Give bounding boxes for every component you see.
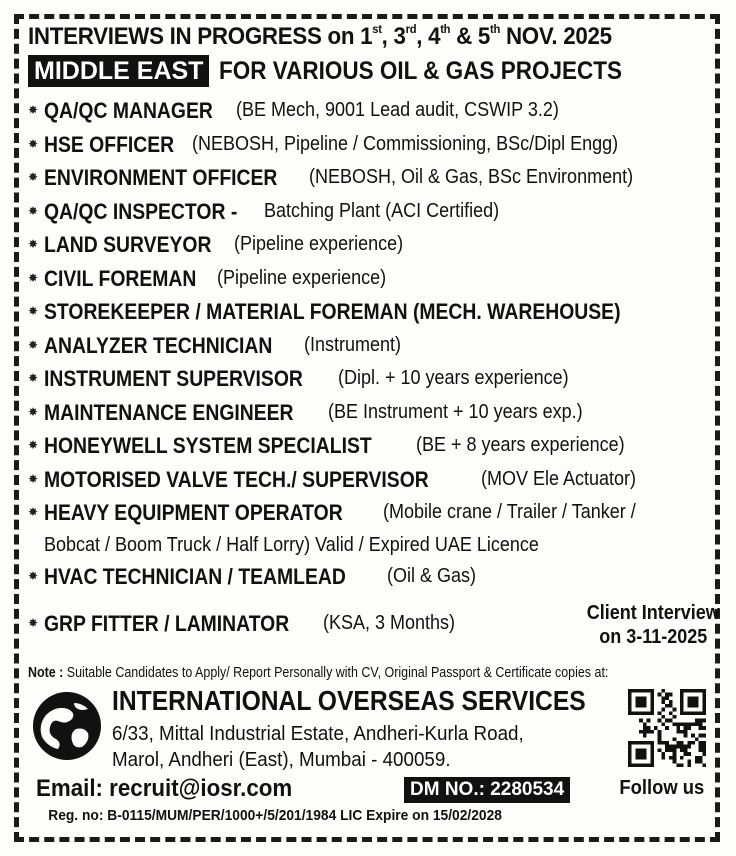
job-title: MOTORISED VALVE TECH./ SUPERVISOR: [44, 466, 429, 492]
job-detail: (Pipeline experience): [234, 233, 404, 255]
follow-us-label: Follow us: [619, 777, 704, 799]
bullet-icon: ✸: [28, 203, 39, 218]
note-label: Note :: [28, 665, 64, 681]
job-title: CIVIL FOREMAN: [44, 265, 197, 291]
note-text: Suitable Candidates to Apply/ Report Personally with CV, Original Passport & Certificate copies at:: [63, 665, 609, 681]
job-detail: Batching Plant (ACI Certified): [263, 199, 499, 222]
headline-part: & 5: [450, 23, 491, 50]
headline: [28, 22, 664, 52]
list-item: [28, 362, 712, 396]
bullet-icon: ✸: [28, 371, 39, 385]
bullet-icon: ✸: [28, 404, 39, 419]
bullet-icon: ✸: [28, 471, 39, 486]
region-badge: MIDDLE EAST: [28, 55, 209, 87]
qr-code-icon: [628, 689, 706, 767]
ordinal-sup: th: [440, 22, 451, 36]
list-item: [28, 228, 712, 262]
job-detail: (Dipl. + 10 years experience): [338, 367, 569, 389]
company-name: INTERNATIONAL OVERSEAS SERVICES: [112, 685, 586, 716]
bullet-icon: ✸: [28, 438, 39, 452]
company-address-line2: Marol, Andheri (East), Mumbai - 400059.: [112, 749, 451, 771]
headline-suffix: NOV. 2025: [500, 23, 612, 50]
job-detail: (MOV Ele Actuator): [481, 467, 637, 490]
bullet-icon: ✸: [28, 568, 39, 583]
ordinal-sup: st: [372, 22, 382, 36]
company-address-line1: 6/33, Mittal Industrial Estate, Andheri-Kurla Road,: [112, 723, 524, 745]
list-item: [28, 429, 712, 463]
job-title: INSTRUMENT SUPERVISOR: [44, 366, 303, 391]
bullet-icon: ✸: [28, 616, 39, 630]
bullet-icon: ✸: [28, 505, 39, 519]
bullet-icon: ✸: [28, 237, 39, 251]
job-detail-continuation: Bobcat / Boom Truck / Half Lorry) Valid / Expired UAE Licence: [44, 533, 539, 556]
client-interview-date: on 3-11-2025: [599, 626, 708, 648]
headline-part: , 3: [381, 23, 406, 50]
list-item: [28, 195, 712, 229]
client-interview: [587, 601, 720, 649]
bullet-icon: ✸: [28, 270, 39, 285]
email-address[interactable]: Email: recruit@iosr.com: [36, 775, 293, 802]
job-title: GRP FITTER / LAMINATOR: [44, 611, 290, 636]
bullet-icon: ✸: [28, 304, 39, 318]
job-detail: (Instrument): [303, 333, 401, 356]
list-item: [28, 161, 712, 195]
job-title: HEAVY EQUIPMENT OPERATOR: [44, 500, 343, 525]
client-interview-line1: Client Interview: [586, 602, 720, 624]
list-item: [28, 463, 712, 497]
job-title: QA/QC MANAGER: [44, 98, 213, 123]
company-block: [28, 685, 712, 775]
registration-number: Reg. no: B-0115/MUM/PER/1000+/5/201/1984 LIC Expire on 15/02/2028: [48, 807, 502, 824]
job-detail: (BE Instrument + 10 years exp.): [327, 400, 583, 423]
job-title: HONEYWELL SYSTEM SPECIALIST: [44, 433, 372, 458]
contact-row: [28, 775, 712, 805]
list-item: [28, 396, 712, 430]
job-title: STOREKEEPER / MATERIAL FOREMAN (MECH. WAREHOUSE): [44, 299, 621, 324]
region-row: [28, 54, 712, 88]
headline-prefix: INTERVIEWS IN PROGRESS on 1: [28, 23, 373, 50]
bullet-icon: ✸: [28, 170, 39, 184]
job-title: LAND SURVEYOR: [44, 232, 212, 257]
job-detail: (Oil & Gas): [387, 564, 477, 587]
region-subtitle: FOR VARIOUS OIL & GAS PROJECTS: [219, 56, 623, 85]
list-item: [28, 128, 712, 162]
bullet-icon: ✸: [28, 103, 39, 117]
note: [28, 665, 616, 681]
job-detail: (KSA, 3 Months): [322, 612, 455, 634]
dm-number-badge: DM NO.: 2280534: [404, 777, 570, 803]
ordinal-sup: rd: [405, 22, 417, 36]
job-title: MAINTENANCE ENGINEER: [44, 399, 294, 425]
job-title: ENVIRONMENT OFFICER: [44, 165, 278, 190]
advertisement: [28, 22, 720, 824]
job-title: ANALYZER TECHNICIAN: [44, 332, 273, 358]
job-title: HVAC TECHNICIAN / TEAMLEAD: [44, 563, 346, 589]
ordinal-sup: th: [490, 22, 501, 36]
list-item: [28, 295, 712, 329]
job-detail: (BE Mech, 9001 Lead audit, CSWIP 3.2): [235, 99, 559, 121]
job-detail: (NEBOSH, Oil & Gas, BSc Environment): [309, 166, 634, 188]
list-item: [28, 329, 712, 363]
list-item: [28, 496, 712, 530]
job-detail: (Pipeline experience): [217, 266, 387, 289]
job-detail: (Mobile crane / Trailer / Tanker /: [383, 501, 637, 523]
list-item: [28, 560, 712, 594]
headline-part: , 4: [416, 23, 441, 50]
job-list: [28, 94, 712, 593]
grp-row: [28, 602, 720, 657]
bullet-icon: ✸: [28, 136, 39, 151]
job-title: QA/QC INSPECTOR -: [44, 198, 238, 224]
job-title: HSE OFFICER: [44, 131, 175, 157]
job-detail: (BE + 8 years experience): [416, 434, 626, 456]
bullet-icon: ✸: [28, 337, 39, 352]
globe-logo-icon: [30, 689, 104, 763]
job-detail: (NEBOSH, Pipeline / Commissioning, BSc/Dipl Engg): [191, 132, 619, 155]
list-item: [28, 262, 712, 296]
list-item: [28, 94, 712, 128]
